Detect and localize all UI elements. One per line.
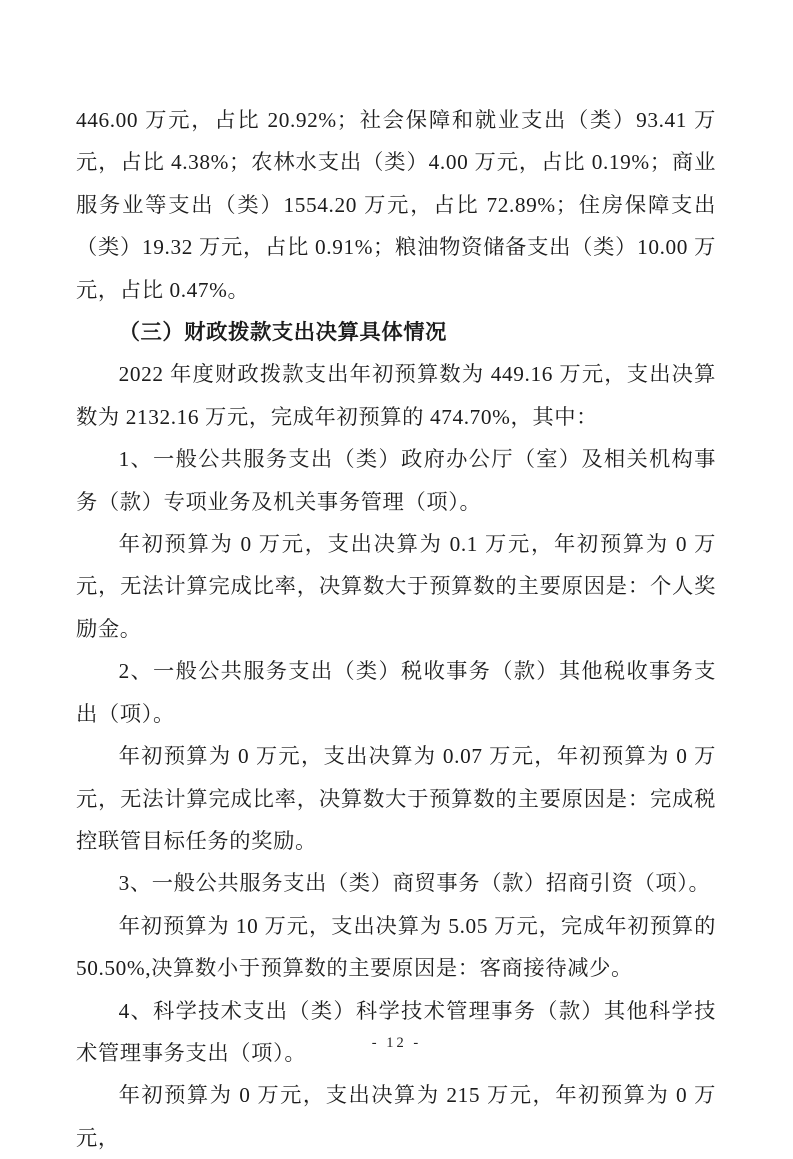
document-content [76,99,716,1159]
page-footer [0,1034,793,1052]
paragraph-expenditure-ratios-continuation: 446.00 万元，占比 20.92%；社会保障和就业支出（类）93.41 万元，占比 4.38%；农林水支出（类）4.00 万元，占比 0.19%；商业服务业等支出（类）1554.20 万元，占比 72.89%；住房保障支出（类）19.32 万元，占比 0.91%；粮油物资储备支出（类）10.00 万元，占比 0.47%。 [76,108,716,302]
paragraph-item1-title: 1、一般公共服务支出（类）政府办公厅（室）及相关机构事务（款）专项业务及机关事务管理（项）。 [76,447,716,514]
section-heading-fiscal-expenditure-details: （三）财政拨款支出决算具体情况 [118,320,448,345]
paragraph-budget-overview: 2022 年度财政拨款支出年初预算数为 449.16 万元，支出决算数为 2132.16 万元，完成年初预算的 474.70%，其中： [76,362,716,429]
paragraph-item4-title: 4、科学技术支出（类）科学技术管理事务（款）其他科学技术管理事务支出（项）。 [76,998,716,1065]
paragraph-item2-detail: 年初预算为 0 万元，支出决算为 0.07 万元，年初预算为 0 万元，无法计算完成比率，决算数大于预算数的主要原因是：完成税控联管目标任务的奖励。 [76,744,716,853]
page-number: - 12 - [371,1035,422,1051]
paragraph-item2-title: 2、一般公共服务支出（类）税收事务（款）其他税收事务支出（项）。 [76,659,716,726]
paragraph-item3-title: 3、一般公共服务支出（类）商贸事务（款）招商引资（项）。 [118,871,711,896]
paragraph-item1-detail: 年初预算为 0 万元，支出决算为 0.1 万元，年初预算为 0 万元，无法计算完成比率，决算数大于预算数的主要原因是：个人奖励金。 [76,532,716,641]
paragraph-item4-detail: 年初预算为 0 万元，支出决算为 215 万元，年初预算为 0 万元， [76,1083,716,1150]
paragraph-item3-detail: 年初预算为 10 万元，支出决算为 5.05 万元，完成年初预算的 50.50%,决算数小于预算数的主要原因是：客商接待减少。 [76,913,716,981]
